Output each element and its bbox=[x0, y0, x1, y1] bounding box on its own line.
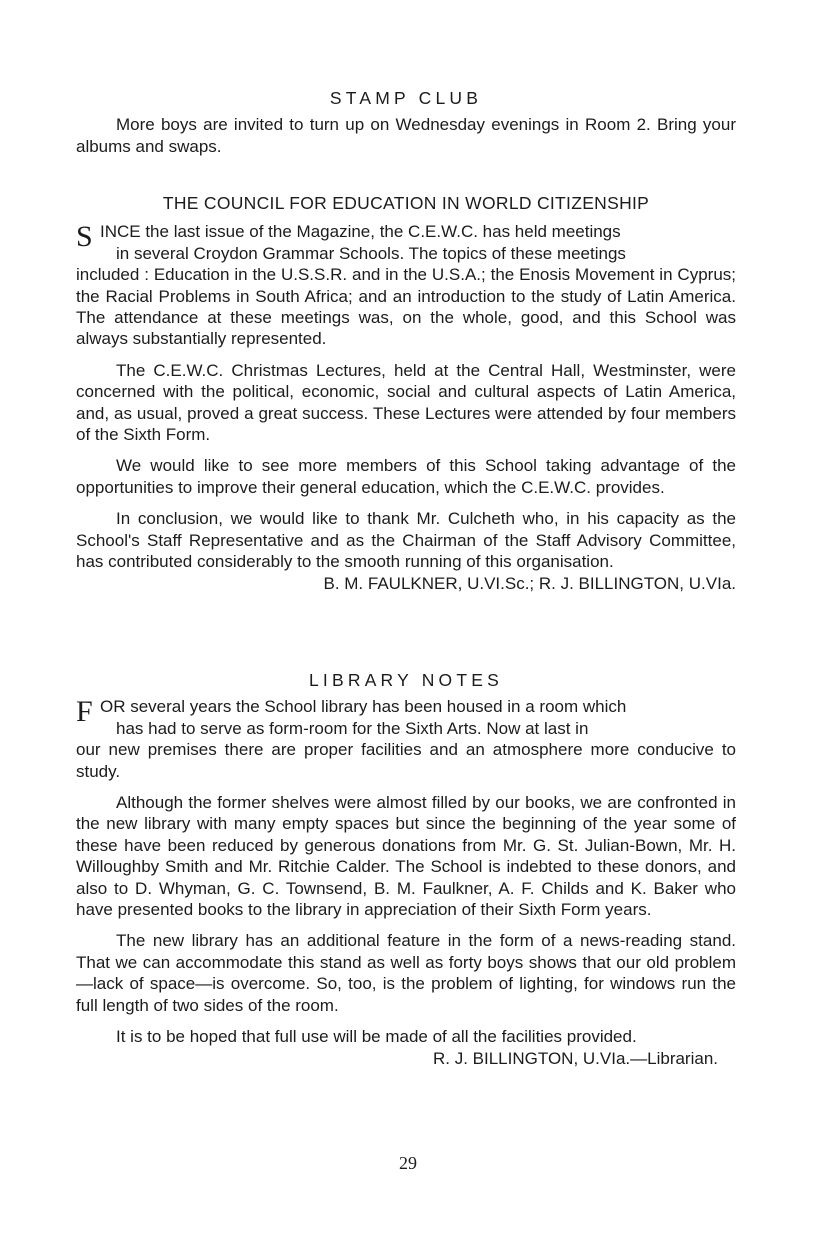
stamp-club-section bbox=[76, 88, 736, 157]
page-number: 29 bbox=[399, 1153, 417, 1173]
cewc-first-cont: in several Croydon Grammar Schools. The topics of these meetings bbox=[116, 243, 626, 263]
library-drop-cap: F bbox=[76, 695, 93, 729]
cewc-drop-cap: S bbox=[76, 220, 93, 254]
cewc-first-rest: included : Education in the U.S.S.R. and in the U.S.A.; the Enosis Movement in Cyprus; the Racial Problems in South Africa; and an introduction to the study of Latin America. The attendance at these meetings was, on the whole, good, and this School was always substantially represented. bbox=[76, 265, 736, 349]
library-first-line: OR several years the School library has been housed in a room which bbox=[100, 697, 627, 717]
library-first-cont: has had to serve as form-room for the Sixth Arts. Now at last in bbox=[116, 718, 589, 738]
cewc-section bbox=[76, 193, 736, 594]
library-paragraph-4: It is to be hoped that full use will be made of all the facilities provided. bbox=[116, 1027, 637, 1047]
cewc-paragraph-2: The C.E.W.C. Christmas Lectures, held at the Central Hall, Westminster, were concerned with the political, economic, social and cultural aspects of Latin America, and, as usual, proved a great success. These Lectures were attended by four members of the Sixth Form. bbox=[76, 360, 736, 445]
library-first-rest: our new premises there are proper facilities and an atmosphere more conducive to study. bbox=[76, 740, 736, 781]
cewc-paragraph-3: We would like to see more members of this School taking advantage of the opportunities to improve their general education, which the C.E.W.C. provides. bbox=[76, 456, 736, 497]
cewc-first-line: INCE the last issue of the Magazine, the C.E.W.C. has held meetings bbox=[100, 222, 621, 242]
cewc-first-paragraph bbox=[76, 221, 736, 349]
cewc-signature: B. M. FAULKNER, U.VI.Sc.; R. J. BILLINGTON, U.VIa. bbox=[323, 573, 736, 593]
cewc-title: THE COUNCIL FOR EDUCATION IN WORLD CITIZENSHIP bbox=[162, 193, 650, 213]
library-title: LIBRARY NOTES bbox=[308, 670, 503, 690]
library-signature: R. J. BILLINGTON, U.VIa.—Librarian. bbox=[433, 1048, 718, 1068]
library-first-paragraph bbox=[76, 696, 736, 782]
cewc-paragraph-4: In conclusion, we would like to thank Mr. Culcheth who, in his capacity as the School's Staff Representative and as the Chairman of the Staff Advisory Committee, has contributed considerably to the smooth running of this organisation. bbox=[76, 509, 736, 572]
library-paragraph-3: The new library has an additional feature in the form of a news-reading stand. That we can accommodate this stand as well as forty boys shows that our old problem—lack of space—is overcome. So, too, is the problem of lighting, for windows run the full length of two sides of the room. bbox=[76, 931, 736, 1015]
library-paragraph-2: Although the former shelves were almost filled by our books, we are confronted in the new library with many empty spaces but since the beginning of the year some of these have been reduced by generous donations from Mr. G. St. Julian-Bown, Mr. H. Willoughby Smith and Mr. Ritchie Calder. The School is indebted to these donors, and also to D. Whyman, G. C. Townsend, B. M. Faulkner, A. F. Childs and K. Baker who have presented books to the library in appreciation of their Sixth Form years. bbox=[76, 793, 736, 920]
library-section bbox=[76, 670, 736, 1069]
stamp-club-title: STAMP CLUB bbox=[329, 88, 483, 108]
stamp-club-body: More boys are invited to turn up on Wednesday evenings in Room 2. Bring your albums and swaps. bbox=[76, 115, 736, 156]
